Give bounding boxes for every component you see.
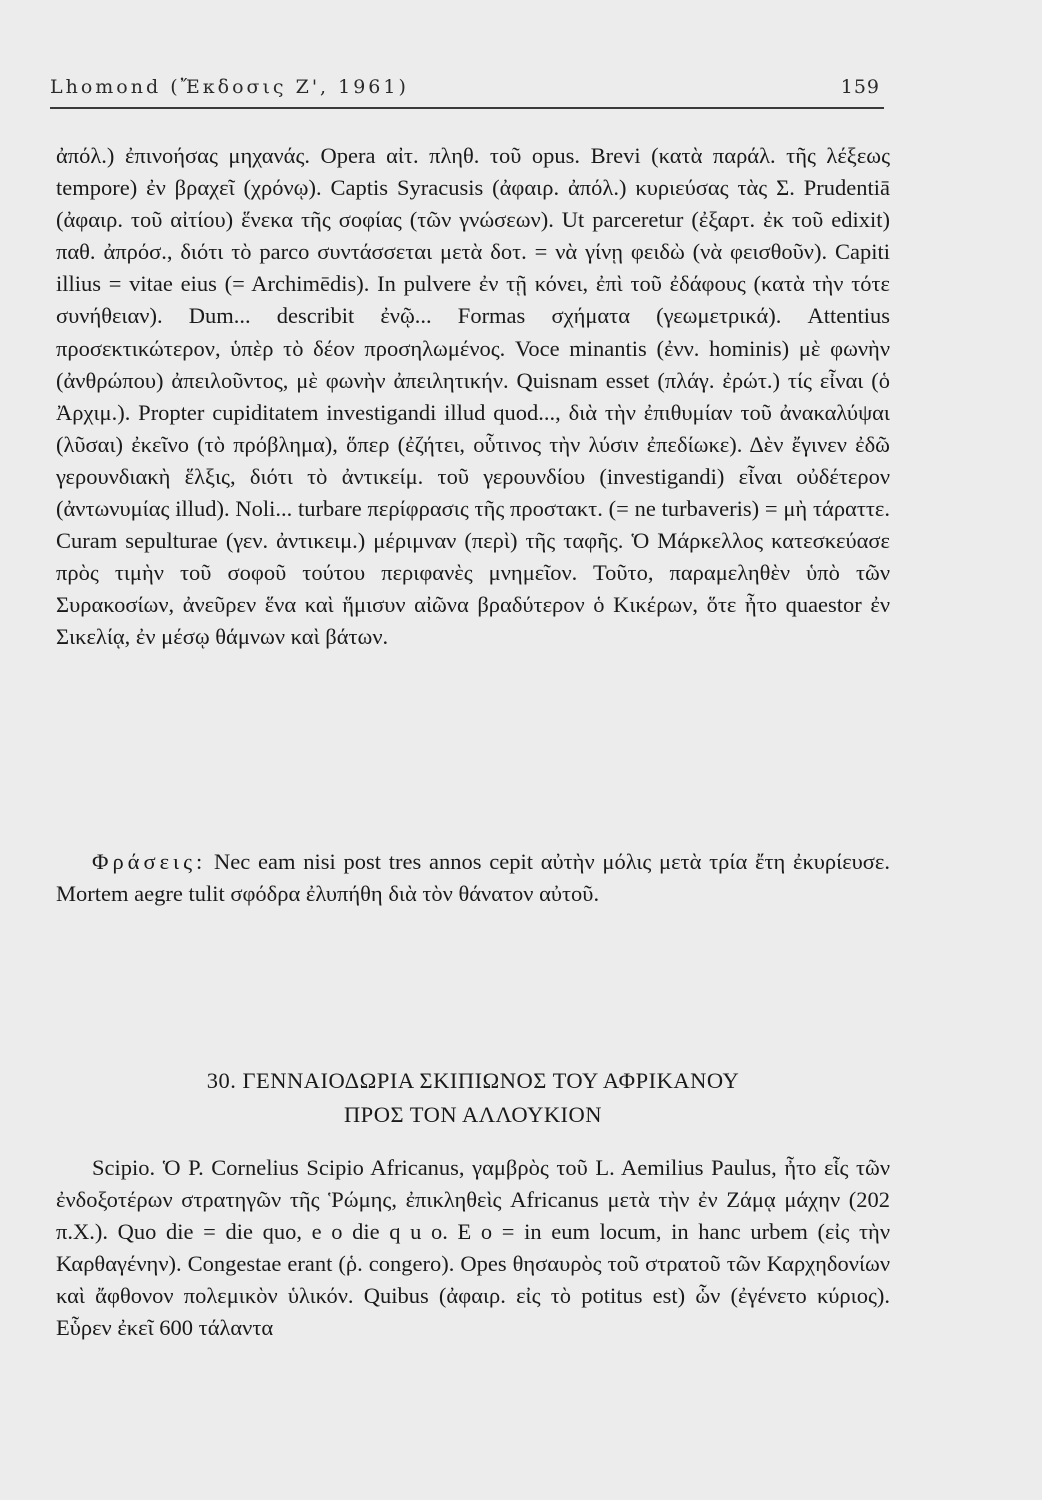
header-rule	[50, 107, 884, 109]
commentary-text: ἀπόλ.) ἐπινοήσας μηχανάς. Opera αἰτ. πληθ. τοῦ opus. Brevi (κατὰ παράλ. τῆς λέξεως tempore) ἐν βραχεῖ (χρόνῳ). Captis Syracusis (ἀφαιρ. ἀπόλ.) κυριεύσας τὰς Σ. Prudentiā (ἀφαιρ. τοῦ αἰτίου) ἕνεκα τῆς σοφίας (τῶν γνώσεων). Ut parceretur (ἐξαρτ. ἐκ τοῦ edixit) παθ. ἀπρόσ., διότι τὸ parco συντάσσεται μετὰ δοτ. = νὰ γίνῃ φειδὼ (νὰ φεισθοῦν). Capiti illius = vitae eius (= Archimēdis). In pulvere ἐν τῇ κόνει, ἐπὶ τοῦ ἐδάφους (κατὰ τὴν τότε συνήθειαν). Dum... describit ἐνῷ... Formas σχήματα (γεωμετρικά). Attentius προσεκτικώτερον, ὑπὲρ τὸ δέον προσηλωμένος. Voce minantis (ἐνν. hominis) μὲ φωνὴν (ἀνθρώπου) ἀπειλοῦντος, μὲ φωνὴν ἀπειλητικήν. Quisnam esset (πλάγ. ἐρώτ.) τίς εἶναι (ὁ Ἀρχιμ.). Propter cupiditatem investigandi illud quod..., διὰ τὴν ἐπιθυμίαν τοῦ ἀνακαλύψαι (λῦσαι) ἐκεῖνο (τὸ πρόβλημα), ὅπερ (ἐζήτει, οὗτινος τὴν λύσιν ἐπεδίωκε). Δὲν ἔγινεν ἐδῶ γερουνδιακὴ ἕλξις, διότι τὸ ἀντικείμ. τοῦ γερουνδίου (investigandi) εἶναι οὐδέτερον (ἀντωνυμίας illud). Noli... turbare περίφρασις τῆς προστακτ. (= ne turbaveris) = μὴ τάραττε. Curam sepulturae (γεν. ἀντικειμ.) μέριμναν (περὶ) τῆς ταφῆς. Ὁ Μάρκελλος κατεσκεύασε πρὸς τιμὴν τοῦ σοφοῦ τούτου περιφανὲς μνημεῖον. Τοῦτο, παραμεληθὲν ὑπὸ τῶν Συρακοσίων, ἀνεῦρεν ἕνα καὶ ἥμισυν αἰῶνα βραδύτερον ὁ Κικέρων, ὅτε ἦτο quaestor ἐν Σικελίᾳ, ἐν μέσῳ θάμνων καὶ βάτων.	[56, 143, 890, 650]
running-title: Lhomond (Ἔκδοσις Ζ', 1961)	[50, 76, 409, 98]
phrases-text: Nec eam nisi post tres annos cepit αὐτὴν μόλις μετὰ τρία ἔτη ἐκυρίευσε. Mortem aegre tulit σφόδρα ἐλυπήθη διὰ τὸν θάνατον αὐτοῦ.	[56, 849, 891, 907]
phrases-paragraph	[56, 846, 890, 910]
section-heading-line-2: ΠΡΟΣ ΤΟΝ ΑΛΛΟΥΚΙΟΝ	[343, 1102, 603, 1127]
phrases-label: Φράσεις:	[92, 849, 207, 874]
section-paragraph	[56, 1152, 890, 1345]
running-head	[50, 76, 880, 100]
page-number: 159	[840, 76, 880, 98]
commentary-paragraph	[56, 140, 890, 654]
section-heading	[56, 1064, 890, 1132]
section-text: Scipio. Ὁ P. Cornelius Scipio Africanus, γαμβρὸς τοῦ L. Aemilius Paulus, ἦτο εἷς τῶν ἐνδοξοτέρων στρατηγῶν τῆς Ῥώμης, ἐπικληθεὶς Africanus μετὰ τὴν ἐν Ζάμᾳ μάχην (202 π.Χ.). Quo die = die quo, e o die q u o. E o = in eum locum, in hanc urbem (εἰς τὴν Καρθαγένην). Congestae erant (ῥ. congero). Opes θησαυρὸς τοῦ στρατοῦ τῶν Καρχηδονίων καὶ ἄφθονον πολεμικὸν ὑλικόν. Quibus (ἀφαιρ. εἰς τὸ potitus est) ὧν (ἐγένετο κύριος). Εὗρεν ἐκεῖ 600 τάλαντα	[56, 1155, 890, 1341]
section-heading-line-1: 30. ΓΕΝΝΑΙΟΔΩΡΙΑ ΣΚΙΠΙΩΝΟΣ ΤΟΥ ΑΦΡΙΚΑΝΟΥ	[206, 1068, 740, 1093]
